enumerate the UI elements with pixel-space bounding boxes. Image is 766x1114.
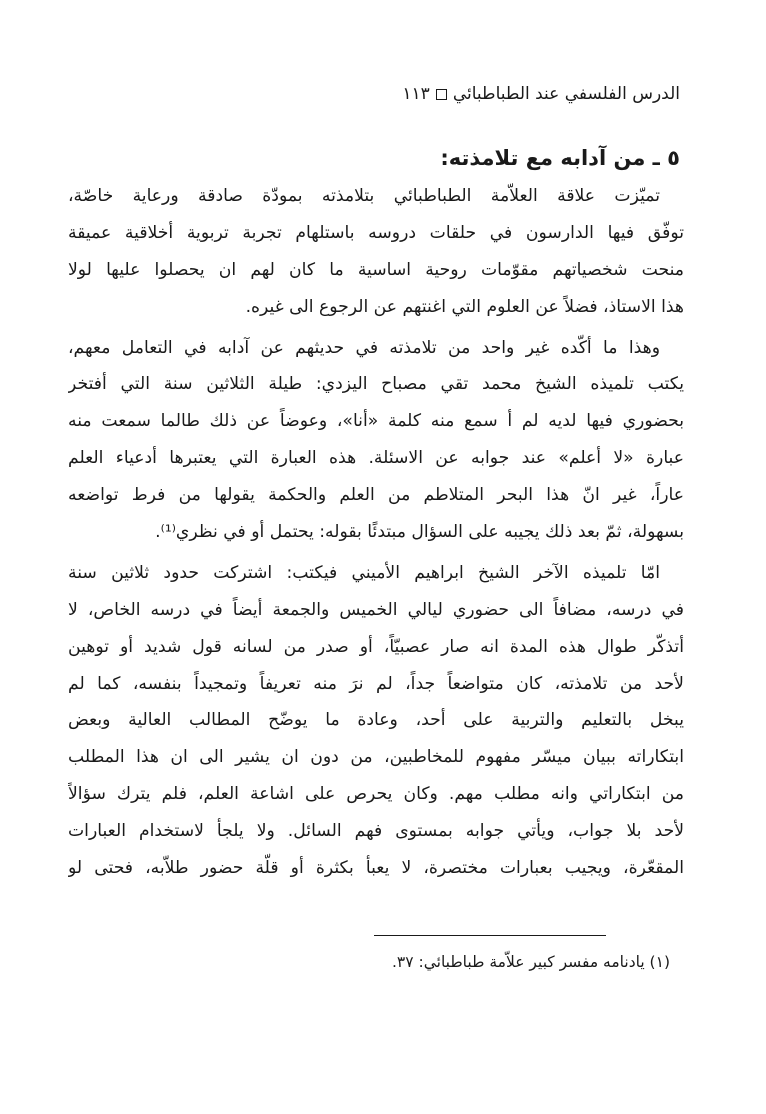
- running-header: [402, 82, 680, 106]
- running-header-title: الدرس الفلسفي عند الطباطبائي: [452, 84, 680, 104]
- text-line: بحضوري فيها لديه لم أ سمع منه كلمة «أنا»، وعوضاً عن ذلك طالما سمعت منه: [68, 411, 684, 432]
- footnote-divider: [374, 935, 606, 936]
- text-line: يبخل بالتعليم والتربية على أحد، وعادة ما يوضّح المطالب العالية وبعض: [68, 710, 684, 731]
- text-line: هذا الاستاذ، فضلاً عن العلوم التي اغنتهم عن الرجوع الى غيره.: [245, 296, 684, 317]
- text-line: يكتب تلميذه الشيخ محمد تقي مصباح اليزدي: طيلة الثلاثين سنة التي أفتخر: [68, 374, 684, 395]
- text-line: لأحد من تلامذته، كان متواضعاً جداً، لم نرَ منه تعريفاً وتمجيداً بنفسه، كما لم: [68, 673, 684, 694]
- section-title: ٥ ـ من آدابه مع تلامذته:: [440, 146, 680, 170]
- text-line: توفّق فيها الدارسون في حلقات دروسه باستلهام تجربة تربوية أخلاقية عميقة: [68, 222, 684, 243]
- text-line: في درسه، مضافاً الى حضوري ليالي الخميس والجمعة أيضاً في درسه الخاص، لا: [68, 599, 684, 620]
- text-line: من ابتكاراتي وانه مطلب مهم. وكان يحرص على اشاعة العلم، فلم يترك سؤالاً: [68, 784, 684, 805]
- text-line: أتذكّر طوال هذه المدة انه صار عصبيّاً، أو صدر من لسانه قول شديد أو توهين: [68, 636, 684, 657]
- footnote: (١) يادنامه مفسر كبير علاّمة طباطبائي: ٣٧.: [391, 953, 670, 971]
- text-line: امّا تلميذه الآخر الشيخ ابراهيم الأميني فيكتب: اشتركت حدود ثلاثين سنة: [68, 562, 660, 583]
- text-line: عاراً، غير انّ هذا البحر المتلاطم من العلم والحكمة يقولها من فرط تواضعه: [68, 485, 684, 506]
- page-number: ١١٣: [402, 84, 430, 104]
- text-line: عبارة «لا أعلم» عند جوابه عن الاسئلة. هذه العبارة التي يعتبرها أدعياء العلم: [68, 448, 684, 469]
- text-line: وهذا ما أكّده غير واحد من تلامذته في حديثهم عن آدابه في التعامل معهم،: [68, 337, 660, 358]
- body-text: [68, 178, 684, 887]
- text-line: لأحد بلا جواب، ويأتي جوابه بمستوى فهم السائل. ولا يلجأ لاستخدام العبارات: [68, 821, 684, 842]
- text-line: المقعّرة، ويجيب بعبارات مختصرة، لا يعبأ بكثرة أو قلّة حضور طلاّبه، فحتى لو: [68, 858, 684, 879]
- text-line: ابتكاراته ببيان ميسّر مفهوم للمخاطبين، من دون ان يشير الى ان هذا المطلب: [68, 747, 684, 768]
- text-line: بسهولة، ثمّ بعد ذلك يجيبه على السؤال مبتدئًا بقوله: يحتمل أو في نظري⁽¹⁾.: [155, 522, 684, 543]
- text-line: منحت شخصياتهم مقوّمات روحية اساسية ما كان لهم ان يحصلوا عليها لولا: [68, 259, 684, 280]
- text-line: تميّزت علاقة العلاّمة الطباطبائي بتلامذته بمودّة صادقة ورعاية خاصّة،: [68, 186, 660, 206]
- header-square-icon: [436, 89, 447, 100]
